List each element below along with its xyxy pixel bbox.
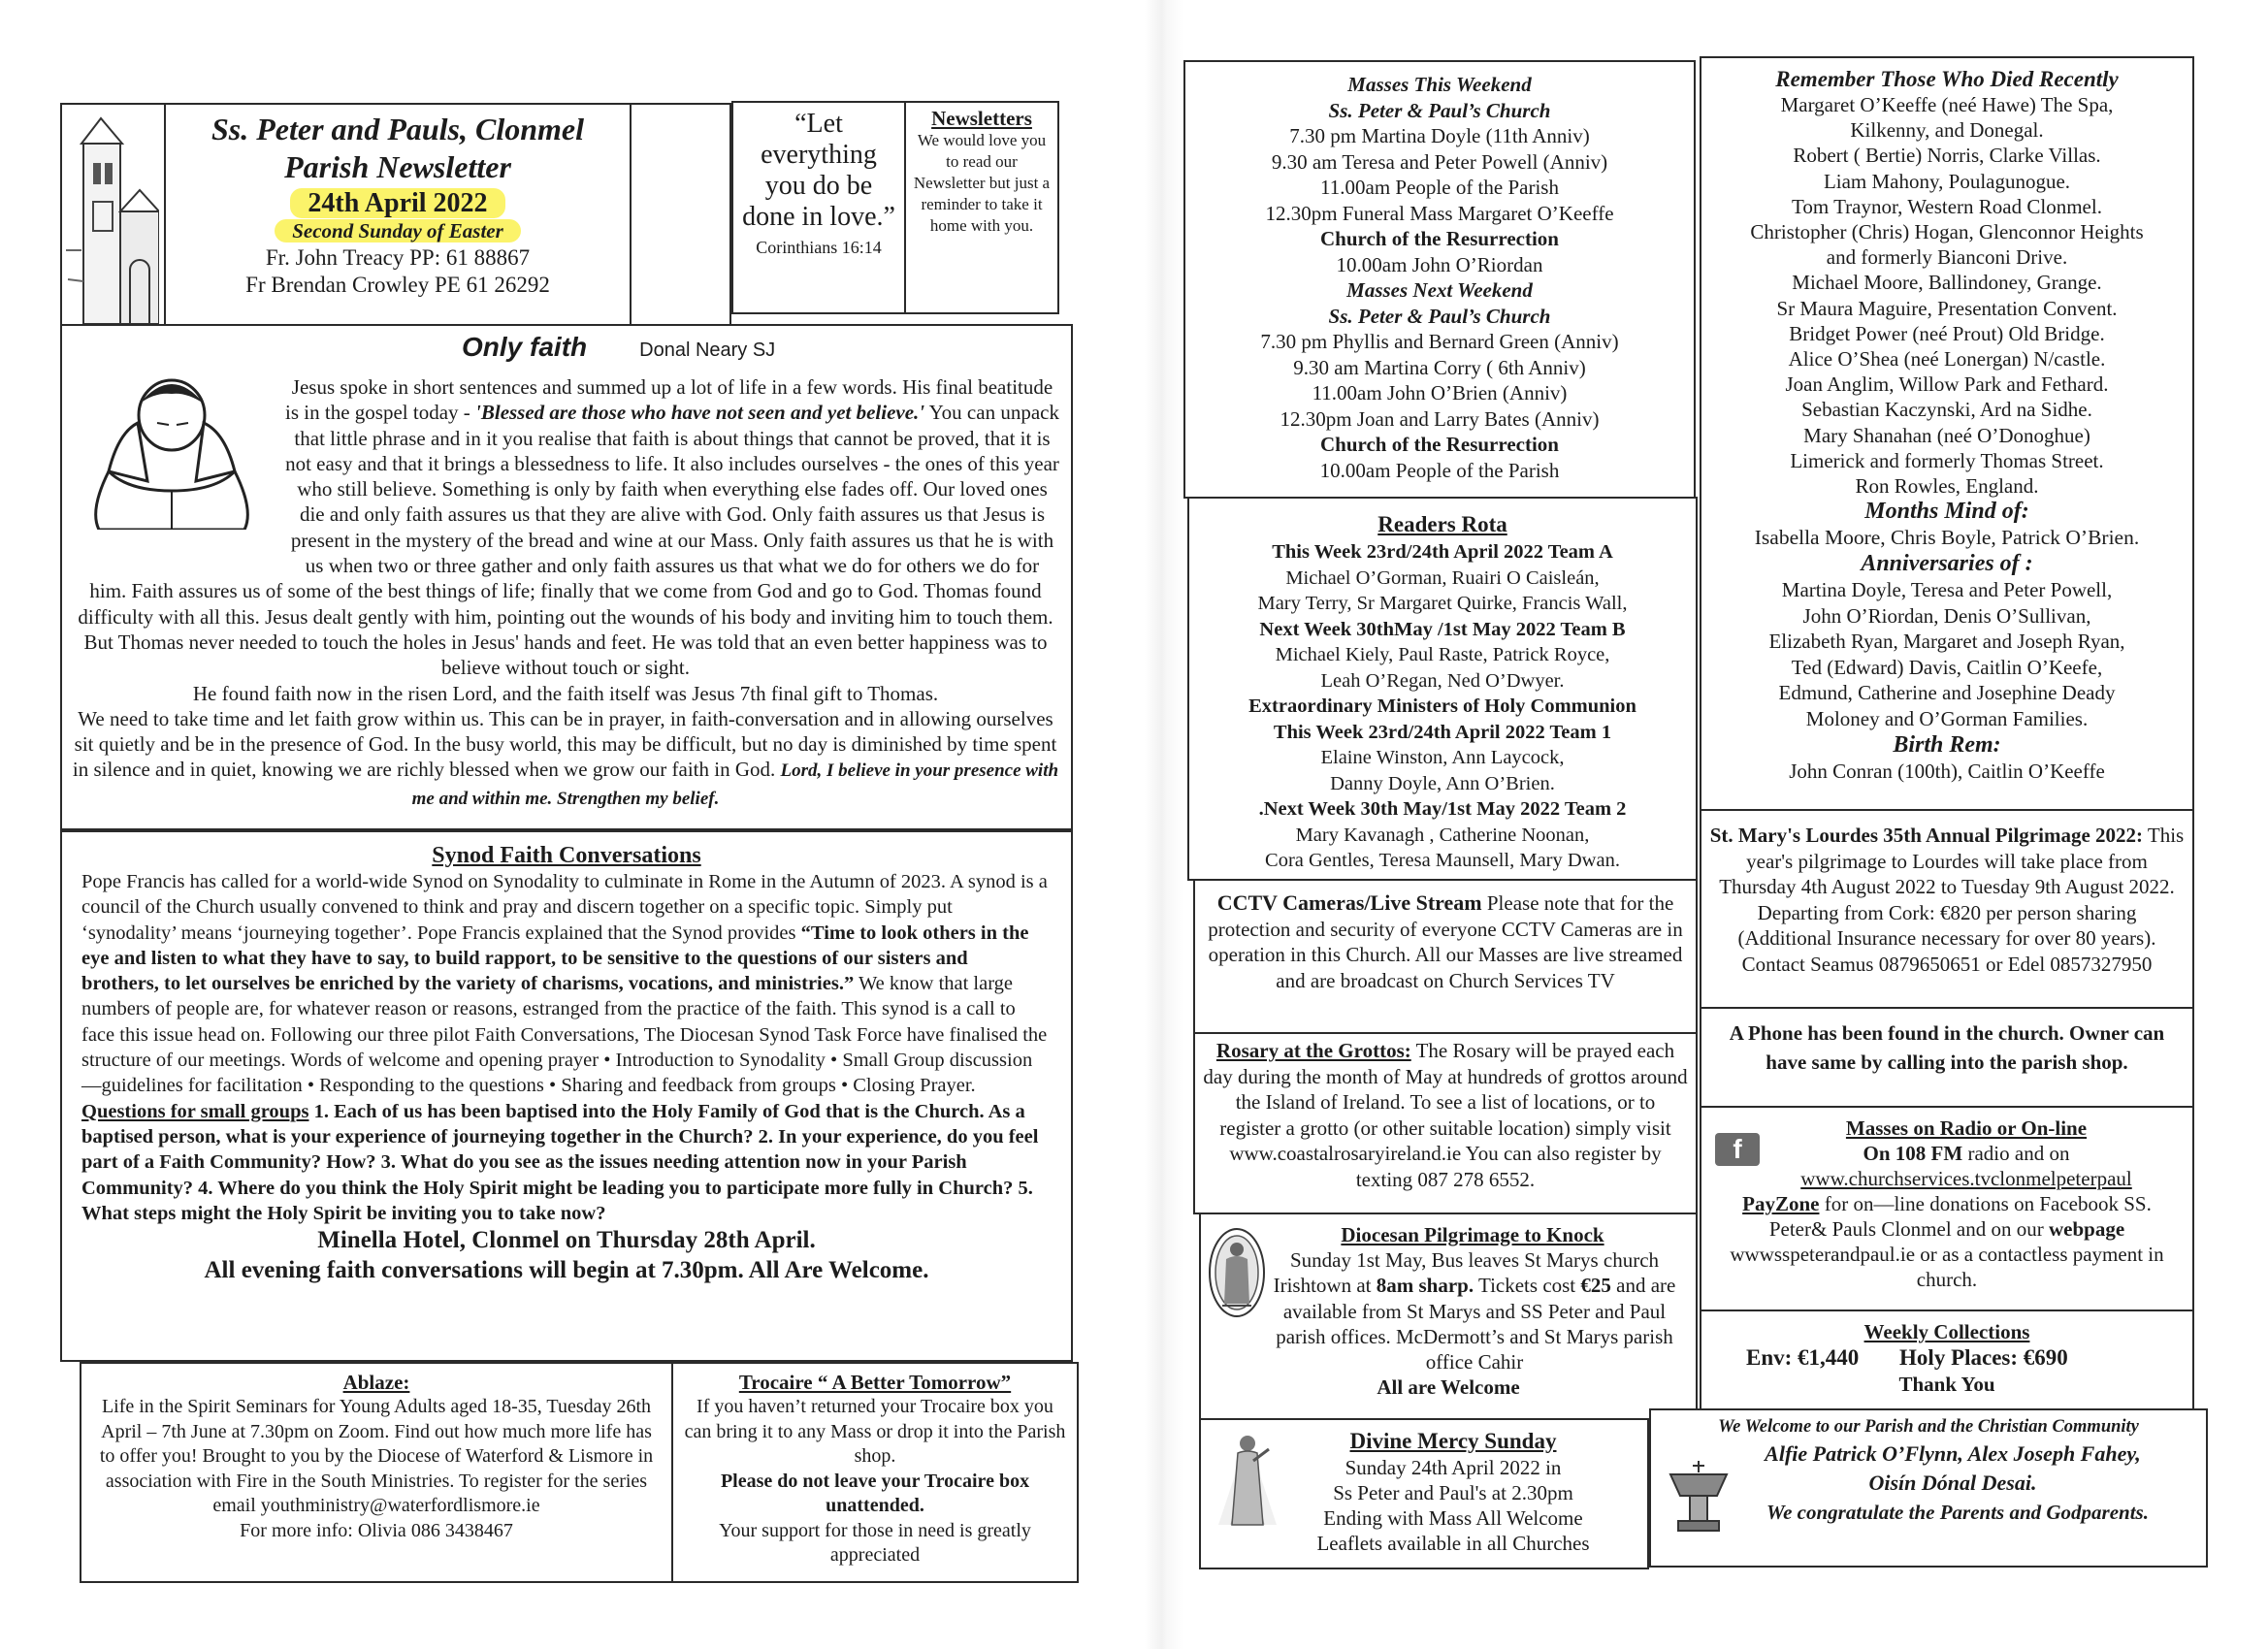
rota-line: Michael O’Gorman, Ruairi O Caisleán, <box>1285 566 1600 589</box>
only-faith-p1b: You can unpack that little phrase and in it you realise that faith is about things that cannot be proved, that it is not easy and that it brings a blessedness to life. It also includes ourselves - the ones of this year who still believe. Something is only by faith when everything else fades off. Our loved ones die and only faith assures us that they are alive with God. Only faith assures us that Jesus is present in the mystery of the bread and wine at our Mass. Only faith assures us that he is with us when two or three gather and only faith assures us that what we do for others we do for him. Faith assures us of some of the best things of life; finally that we come from God and go to God. Thomas found difficulty with all this. Jesus dealt gently with him, pointing out the wounds of his body and inviting him to touch them. But Thomas never needed to touch the holes in Jesus' hands and feet. He was told that an even better happiness was to believe without touch or sight. <box>78 401 1059 680</box>
deceased-name-line: Christopher (Chris) Hogan, Glenconnor Heights <box>1750 220 2144 244</box>
only-faith-quote: 'Blessed are those who have not seen and yet believe.' <box>475 401 925 425</box>
synod-text-2: We know that large numbers of people are, for whatever reason or reasons, estranged from the practice of the faith. This synod is a call to face this issue head on. Following our three pilot Faith Conversations, The Diocesan Synod Task Force have finalised the structure of our meetings. Words of welcome and opening prayer • Introduction to Synodality • Small Group discussion—guidelines for facilitation • Responding to the questions • Sharing and feedback from groups • Closing Prayer. <box>81 973 1048 1097</box>
ablaze-title: Ablaze: <box>342 1371 410 1394</box>
months-mind-title: Months Mind of: <box>1864 499 2029 525</box>
synod-body <box>62 869 1071 1226</box>
our-lady-of-knock-icon <box>1207 1226 1267 1319</box>
payzone-label: PayZone <box>1742 1192 1820 1215</box>
quote-box <box>731 101 906 314</box>
masses-list <box>1185 72 1694 483</box>
deceased-name-line: and formerly Bianconi Drive. <box>1826 245 2068 270</box>
only-faith-box <box>60 324 1073 830</box>
birth-rem-title: Birth Rem: <box>1893 732 2001 759</box>
synod-time: All evening faith conversations will begin at 7.30pm. All Are Welcome. <box>204 1257 929 1284</box>
priest-contact-1: Fr. John Treacy PP: 61 88867 <box>265 245 531 270</box>
facebook-icon[interactable]: f <box>1715 1133 1760 1166</box>
deceased-name-line: Bridget Power (neé Prout) Old Bridge. <box>1789 321 2105 345</box>
rosary-box <box>1193 1032 1698 1214</box>
knock-welcome: All are Welcome <box>1377 1375 1520 1400</box>
anniversary-line: Edmund, Catherine and Josephine Deady <box>1778 681 2116 705</box>
mass-schedule-line: 7.30 pm Martina Doyle (11th Anniv) <box>1289 124 1590 147</box>
lourdes-body: This year's pilgrimage to Lourdes will take place from Thursday 4th August 2022 to Tuesday 9th August 2022. Departing from Cork: €820 per person sharing (Additional Insurance necessary for over 80 years). Contact Seamus 0879650651 or Edel 0857327950 <box>1719 824 2185 976</box>
deceased-name-line: Robert ( Bertie) Norris, Clarke Villas. <box>1793 144 2101 168</box>
anniversary-line: Elizabeth Ryan, Margaret and Joseph Ryan, <box>1768 630 2125 654</box>
deceased-name-line: Sr Maura Maguire, Presentation Convent. <box>1776 296 2118 320</box>
divine-mercy-icon <box>1209 1428 1286 1535</box>
deceased-name-line: Margaret O’Keeffe (neé Hawe) The Spa, <box>1780 93 2114 116</box>
deceased-name-line: Tom Traynor, Western Road Clonmel. <box>1792 194 2102 218</box>
newsletter-subtitle: Parish Newsletter <box>284 149 511 184</box>
cctv-body: Please note that for the protection and security of everyone CCTV Cameras are in operation in this Church. All our Masses are live streamed and are broadcast on Church Services TV <box>1208 891 1683 992</box>
newsletters-body: We would love you to read our Newsletter but just a reminder to take it home with you. <box>913 131 1051 235</box>
rosary-text <box>1195 1034 1696 1192</box>
rosary-title: Rosary at the Grottos: <box>1215 1039 1411 1062</box>
quote-text: “Let everything you do be done in love.” <box>742 109 895 232</box>
liturgical-day: Second Sunday of Easter <box>275 219 521 242</box>
only-faith-p1a: Jesus spoke in short sentences and summed up a lot of life in a few words. His final beatitude is in the gospel today - <box>285 375 1053 425</box>
synod-text-1: Pope Francis has called for a world-wide Synod on Synodality to culminate in Rome in the Autumn of 2023. A synod is a council of the Church usually convened to think and pray and discern together on a specific topic. Simply put ‘synodality’ means ‘journeying together’. Pope Francis explained that the Synod provides <box>81 871 1048 944</box>
payzone-rest: for on—line donations on Facebook SS. Peter& Pauls Clonmel and on our <box>1768 1192 2152 1241</box>
cctv-title: CCTV Cameras/Live Stream <box>1216 890 1482 915</box>
cctv-text <box>1195 881 1696 993</box>
readers-rota-box <box>1187 497 1698 881</box>
only-faith-prayer: Lord, I believe in your presence with me and within me. Strengthen my belief. <box>411 760 1059 809</box>
radio-fm: On 108 FM <box>1863 1142 1963 1165</box>
synod-box <box>60 830 1073 1362</box>
remember-title: Remember Those Who Died Recently <box>1775 67 2119 91</box>
mass-schedule-line: Masses Next Weekend <box>1346 278 1533 302</box>
priest-contact-2: Fr Brendan Crowley PE 61 26292 <box>245 273 550 297</box>
collections-thanks: Thank You <box>1898 1373 1995 1396</box>
divine-mercy-line: Sunday 24th April 2022 in <box>1345 1456 1562 1479</box>
radio-donation-text <box>1701 1191 2192 1292</box>
synod-questions: 1. Each of us has been baptised into the Holy Family of God that is the Church. As a baptised person, what is your experience of journeying together in the Church? 2. In your experience, do you feel part of a Faith Community? How? 3. What do you see as the issues needing attention now in your Parish Community? 4. Where do you think the Holy Spirit might be leading you to participate more fully in Church? 5. What steps might the Holy Spirit be inviting you to take now? <box>81 1100 1039 1224</box>
rosary-body: The Rosary will be prayed each day during the month of May at hundreds of grottos around the Island of Ireland. To see a list of locations, or to register a grotto (or other suitable location) simply visit www.coastalrosaryireland.ie You can also register by texting 087 278 6552. <box>1203 1039 1688 1191</box>
mass-schedule-line: 10.00am John O’Riordan <box>1336 252 1543 276</box>
page-fold <box>1145 0 1183 1649</box>
baptism-welcome-box <box>1649 1408 2208 1568</box>
birth-rem-names: John Conran (100th), Caitlin O’Keeffe <box>1789 760 2105 784</box>
divine-mercy-line: Ss Peter and Paul's at 2.30pm <box>1333 1481 1573 1504</box>
remember-list <box>1701 92 2192 499</box>
church-services-link[interactable]: www.churchservices.tvclonmelpeterpaul <box>1800 1167 2132 1190</box>
rota-line: Cora Gentles, Teresa Maunsell, Mary Dwan. <box>1265 850 1620 871</box>
rota-line: Mary Kavanagh , Catherine Noonan, <box>1295 824 1590 846</box>
divine-mercy-line: Ending with Mass All Welcome <box>1323 1506 1583 1530</box>
welcome-names-1: Alfie Patrick O’Flynn, Alex Joseph Fahey, <box>1765 1441 2141 1466</box>
knock-title: Diocesan Pilgrimage to Knock <box>1341 1223 1604 1246</box>
collections-values <box>1701 1344 2192 1372</box>
rota-line: Mary Terry, Sr Margaret Quirke, Francis Wall, <box>1257 593 1628 614</box>
deceased-name-line: Sebastian Kaczynski, Ard na Sidhe. <box>1801 398 2092 422</box>
divine-mercy-box <box>1199 1418 1649 1569</box>
radio-online-box <box>1700 1106 2194 1311</box>
only-faith-p2: He found faith now in the risen Lord, and the faith itself was Jesus 7th final gift to Thomas. <box>192 681 939 705</box>
mass-schedule-line: 12.30pm Funeral Mass Margaret O’Keeffe <box>1265 201 1614 225</box>
issue-date: 24th April 2022 <box>290 188 504 218</box>
only-faith-title: Only faith <box>462 332 588 362</box>
envelope-collection: Env: €1,440 <box>1746 1345 1860 1370</box>
deceased-name-line: Limerick and formerly Thomas Street. <box>1790 448 2104 472</box>
mass-schedule-line: 11.00am John O’Brien (Anniv) <box>1312 381 1568 404</box>
knock-box <box>1199 1212 1698 1420</box>
figure-spacer <box>72 374 285 559</box>
ablaze-box <box>80 1362 673 1583</box>
mass-schedule-line: 10.00am People of the Parish <box>1319 458 1560 482</box>
trocaire-box <box>671 1362 1079 1583</box>
mass-schedule-line: Masses This Weekend <box>1347 73 1532 96</box>
welcome-names-2: Oisín Dónal Desai. <box>1868 1471 2037 1495</box>
anniversary-line: Ted (Edward) Davis, Caitlin O’Keefe, <box>1791 655 2103 679</box>
deceased-name-line: Ron Rowles, England. <box>1855 474 2039 499</box>
mass-schedule-line: 11.00am People of the Parish <box>1320 176 1559 199</box>
deceased-name-line: Michael Moore, Ballindoney, Grange. <box>1792 271 2102 295</box>
holy-places-collection: Holy Places: €690 <box>1899 1345 2068 1370</box>
radio-fm-line <box>1701 1141 2192 1166</box>
knock-price: €25 <box>1580 1274 1611 1298</box>
deceased-name-line: Liam Mahony, Poulagunogue. <box>1823 169 2071 193</box>
lourdes-box <box>1700 809 2194 1009</box>
newsletters-title: Newsletters <box>931 107 1032 130</box>
baptismal-font-icon <box>1665 1461 1733 1538</box>
mass-schedule-line: 9.30 am Martina Corry ( 6th Anniv) <box>1293 355 1586 379</box>
webpage-rest: wwwsspeterandpaul.ie or as a contactless payment in church. <box>1730 1243 2164 1291</box>
synod-questions-heading: Questions for small groups <box>81 1100 309 1122</box>
readers-list <box>1189 510 1696 874</box>
mass-schedule-line: 9.30 am Teresa and Peter Powell (Anniv) <box>1271 149 1608 174</box>
collections-title: Weekly Collections <box>1863 1320 2030 1343</box>
synod-pope-quote: “Time to look others in the eye and listen to what they have to say, to build rapport, to be sensitive to the questions of our sisters and brothers, to let ourselves be enriched by the variety of charisms, vocations, and ministries.” <box>81 922 1029 995</box>
mass-schedule-line: 7.30 pm Phyllis and Bernard Green (Anniv) <box>1260 330 1619 353</box>
church-illustration <box>62 105 159 324</box>
collections-box <box>1700 1310 2194 1410</box>
rota-line: This Week 23rd/24th April 2022 Team 1 <box>1273 721 1612 743</box>
divine-mercy-line: Leaflets available in all Churches <box>1316 1532 1590 1555</box>
synod-title: Synod Faith Conversations <box>432 843 701 868</box>
remember-box <box>1700 56 2194 811</box>
welcome-congratulate: We congratulate the Parents and Godparents. <box>1766 1501 2149 1524</box>
webpage-label: webpage <box>2048 1217 2125 1241</box>
rota-line: Next Week 30thMay /1st May 2022 Team B <box>1259 618 1626 640</box>
mass-schedule-line: Church of the Resurrection <box>1320 433 1559 456</box>
title-panel <box>164 105 632 324</box>
radio-fm-rest: radio and on <box>1962 1142 2070 1165</box>
only-faith-body <box>72 374 1059 812</box>
rota-line: Readers Rota <box>1377 512 1507 536</box>
rota-line: Extraordinary Ministers of Holy Communion <box>1248 695 1636 717</box>
anniversary-line: Moloney and O’Gorman Families. <box>1805 706 2089 730</box>
cctv-box <box>1193 879 1698 1034</box>
knock-time: 8am sharp. <box>1376 1274 1474 1298</box>
rota-line: Michael Kiely, Paul Raste, Patrick Royce, <box>1275 644 1610 665</box>
deceased-name-line: Alice O’Shea (neé Lonergan) N/castle. <box>1788 347 2106 372</box>
newsletter-title: Ss. Peter and Pauls, Clonmel <box>211 112 585 146</box>
knock-text-a: Sunday 1st May, Bus leaves St Marys church Irishtown at <box>1273 1248 1660 1298</box>
rota-line: Danny Doyle, Ann O’Brien. <box>1330 772 1555 794</box>
only-faith-heading <box>462 332 775 363</box>
radio-title: Masses on Radio or On-line <box>1845 1116 2088 1140</box>
ablaze-info: For more info: Olivia 086 3438467 <box>240 1519 513 1541</box>
deceased-name-line: Joan Anglim, Willow Park and Fethard. <box>1785 372 2109 397</box>
welcome-line1: We Welcome to our Parish and the Christian Community <box>1718 1417 2139 1437</box>
deceased-name-line: Mary Shanahan (neé O’Donoghue) <box>1803 423 2090 447</box>
rota-line: Leah O’Regan, Ned O’Dwyer. <box>1320 669 1565 692</box>
trocaire-title: Trocaire “ A Better Tomorrow” <box>738 1371 1012 1394</box>
lourdes-text <box>1701 811 2192 977</box>
newsletters-box <box>904 101 1059 314</box>
months-mind-names: Isabella Moore, Chris Boyle, Patrick O’Brien. <box>1754 526 2140 550</box>
mass-schedule-line: Ss. Peter & Paul’s Church <box>1328 304 1551 328</box>
anniversary-line: Martina Doyle, Teresa and Peter Powell, <box>1781 578 2113 602</box>
synod-venue: Minella Hotel, Clonmel on Thursday 28th April. <box>317 1227 816 1254</box>
ablaze-body: Life in the Spirit Seminars for Young Adults aged 18-35, Tuesday 26th April – 7th June at 7.30pm on Zoom. Find out how much more life has to offer you! Brought to you by the Diocese of Waterford & Lismore in association with Fire in the South Ministries. To register for the series email youthministry@waterfordlismore.ie <box>99 1396 654 1516</box>
trocaire-body: If you haven’t returned your Trocaire box you can bring it to any Mass or drop it into the Parish shop. <box>684 1396 1066 1467</box>
anniversaries-list <box>1701 577 2192 731</box>
anniversary-line: John O’Riordan, Denis O’Sullivan, <box>1802 603 2091 628</box>
lourdes-title: St. Mary's Lourdes 35th Annual Pilgrimage 2022: <box>1709 824 2144 847</box>
deceased-name-line: Kilkenny, and Donegal. <box>1850 118 2044 143</box>
knock-body <box>1201 1247 1696 1374</box>
mass-schedule-line: Ss. Peter & Paul’s Church <box>1328 98 1551 122</box>
rota-line: This Week 23rd/24th April 2022 Team A <box>1272 541 1613 563</box>
rota-line: Elaine Winston, Ann Laycock, <box>1320 747 1565 768</box>
header-box <box>60 103 731 326</box>
rota-line: .Next Week 30th May/1st May 2022 Team 2 <box>1258 798 1627 820</box>
phone-found-box <box>1700 1007 2194 1108</box>
only-faith-author: Donal Neary SJ <box>639 340 776 361</box>
only-faith-p3: We need to take time and let faith grow within us. This can be in prayer, in faith-conversation and in allowing ourselves sit quietly and be in the presence of God. In the busy world, this may be difficult, but no day is diminished by time spent in silence and in quiet, knowing we are richly blessed when we grow our faith in God. <box>72 706 1057 782</box>
knock-text-b: Tickets cost <box>1474 1274 1581 1298</box>
trocaire-warning: Please do not leave your Trocaire box unattended. <box>720 1470 1030 1516</box>
phone-found-text: A Phone has been found in the church. Owner can have same by calling into the parish shop. <box>1729 1021 2165 1074</box>
masses-box <box>1183 60 1696 499</box>
divine-mercy-title: Divine Mercy Sunday <box>1349 1429 1557 1453</box>
mass-schedule-line: 12.30pm Joan and Larry Bates (Anniv) <box>1280 406 1600 431</box>
mass-schedule-line: Church of the Resurrection <box>1320 227 1559 250</box>
anniversaries-title: Anniversaries of : <box>1861 551 2033 577</box>
knock-text-c: and are available from St Marys and SS Peter and Paul parish offices. McDermott’s and St Marys parish office Cahir <box>1276 1274 1676 1374</box>
quote-source: Corinthians 16:14 <box>756 238 882 257</box>
trocaire-end: Your support for those in need is greatly appreciated <box>719 1519 1031 1566</box>
